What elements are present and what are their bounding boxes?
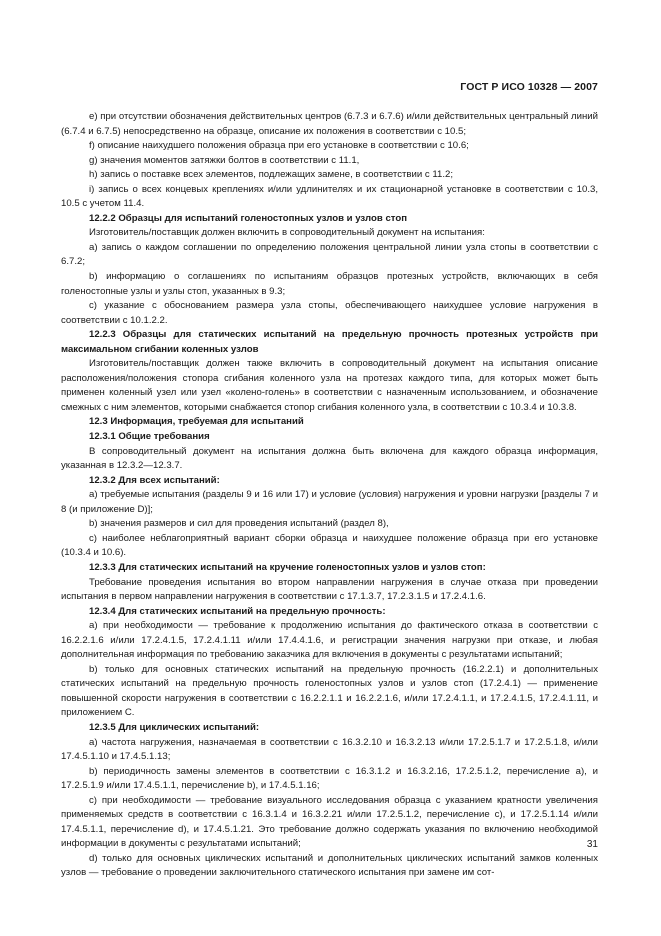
section-heading-12-3-5: 12.3.5 Для циклических испытаний: — [89, 721, 260, 733]
item-b: b) периодичность замены элементов в соответствии с 16.3.1.2 и 16.3.2.16, 17.2.5.1.2, перечисление а), и 17.2.5.1.9 и/или 17.4.5.1.1, перечисление b), и 17.4.5.1.16; — [61, 765, 598, 792]
item-b: b) только для основных статических испытаний на предельную прочность (16.2.2.1) и дополнительных статических испытаний на предельную прочность голеностопных узлов и узлов стоп (17.2.4.1) — применение повышенной скорости нагружения в соответствии с 16.2.2.1.1 и 16.2.2.1.6, и/или 17.2.4.1.1, и 17.2.4.1.5, 17.2.4.1.11, и приложением С. — [61, 663, 598, 719]
document-code-header: ГОСТ Р ИСО 10328 — 2007 — [460, 81, 598, 93]
page-number: 31 — [586, 839, 598, 850]
section-heading-12-2-2: 12.2.2 Образцы для испытаний голеностопных узлов и узлов стоп — [89, 212, 408, 224]
paragraph: В сопроводительный документ на испытания должна быть включена для каждого образца информация, указанная в 12.3.2—12.3.7. — [61, 445, 598, 472]
section-heading-12-2-3: 12.2.3 Образцы для статических испытаний на предельную прочность протезных устройств при максимальном сгибании коленных узлов — [61, 329, 598, 355]
section-heading-12-3-2: 12.3.2 Для всех испытаний: — [89, 474, 220, 486]
paragraph: Требование проведения испытания во втором направлении нагружения в случае отказа при проведении испытания в первом направлении нагружения в соответствии с 17.1.3.7, 17.2.3.1.5 и 17.2.4.1.6. — [61, 576, 598, 603]
item-d: d) только для основных циклических испытаний и дополнительных циклических испытаний замков коленных узлов — требование о проведении заключительного статического испытания при замене им сот- — [61, 852, 598, 879]
item-c: c) при необходимости — требование визуального исследования образца с указанием кратности увеличения применяемых средств в соответствии с 16.3.1.4 и 16.3.2.21 и/или 17.2.5.1.2, перечисление c), и 17.2.5.1.14 и/или 17.4.5.1.1, перечисление d), и 17.4.5.1.21. Это требование должно содержать указания по включению необходимой информации в документы с результатами испытаний; — [61, 794, 598, 850]
item-a: a) требуемые испытания (разделы 9 и 16 или 17) и условие (условия) нагружения и уровни нагрузки [разделы 7 и 8 (и приложение D)]; — [61, 489, 598, 515]
section-heading-12-3-1: 12.3.1 Общие требования — [89, 431, 210, 443]
paragraph: Изготовитель/поставщик должен также включить в сопроводительный документ на испытания описание расположения/положения стопора сгибания коленного узла на протезах каждого типа, для которых может быть применен коленный узел или узел «колено-голень» в соответствии с назначенным использованием, и обозначение смежных с ним элементов, которыми снабжается стопор сгибания коленного узла, в соответствии с 10.3.4 и 10.3.8. — [61, 358, 598, 413]
item-c: c) наиболее неблагоприятный вариант сборки образца и наихудшее положение образца при его установке (10.3.4 и 10.6). — [61, 532, 598, 559]
item-a: a) при необходимости — требование к продолжению испытания до фактического отказа в соответствии с 16.2.2.1.6 и/или 17.2.4.1.5, 17.2.4.1.11 и/или 17.4.4.1.6, и регистрации значения нагрузки при отказе, и любая дополнительная информация по требованию заказчика для включения в документы с результатами испытаний; — [61, 620, 598, 661]
paragraph: Изготовитель/поставщик должен включить в сопроводительный документ на испытания: — [89, 227, 485, 239]
section-heading-12-3-4: 12.3.4 Для статических испытаний на предельную прочность: — [89, 605, 386, 617]
item-c: c) указание с обоснованием размера узла стопы, обеспечивающего наихудшее условие нагружения в соответствии с 10.1.2.2. — [61, 300, 598, 326]
item-a: a) запись о каждом соглашении по определению положения центральной линии узла стопы в соответствии с 6.7.2; — [61, 241, 598, 268]
item-g: g) значения моментов затяжки болтов в соответствии с 11.1, — [89, 154, 360, 166]
item-b: b) значения размеров и сил для проведения испытаний (раздел 8), — [89, 518, 389, 530]
item-e: e) при отсутствии обозначения действительных центров (6.7.3 и 6.7.6) и/или действительных центральный линий (6.7.4 и 6.7.5) непосредственно на образце, описание их положения в соответствии с 10.5; — [61, 111, 598, 137]
item-i: i) запись о всех концевых креплениях и/или удлинителях и их стационарной установке в соответствии с 10.3, 10.5 с учетом 11.4. — [61, 183, 598, 210]
item-f: f) описание наихудшего положения образца при его установке в соответствии с 10.6; — [89, 140, 469, 152]
item-b: b) информацию о соглашениях по испытаниям образцов протезных устройств, включающих в себя голеностопные узлы и узлы стоп, указанных в 9.3; — [61, 271, 598, 297]
item-a: a) частота нагружения, назначаемая в соответствии с 16.3.2.10 и 16.3.2.13 и/или 17.2.5.1.7 и 17.2.5.1.8, и/или 17.4.5.1.10 и 17.4.5.1.13; — [61, 736, 598, 763]
section-heading-12-3: 12.3 Информация, требуемая для испытаний — [89, 416, 304, 428]
document-body — [61, 110, 598, 881]
section-heading-12-3-3: 12.3.3 Для статических испытаний на кручение голеностопных узлов и узлов стоп: — [89, 561, 486, 573]
item-h: h) запись о поставке всех элементов, подлежащих замене, в соответствии с 11.2; — [89, 169, 453, 181]
